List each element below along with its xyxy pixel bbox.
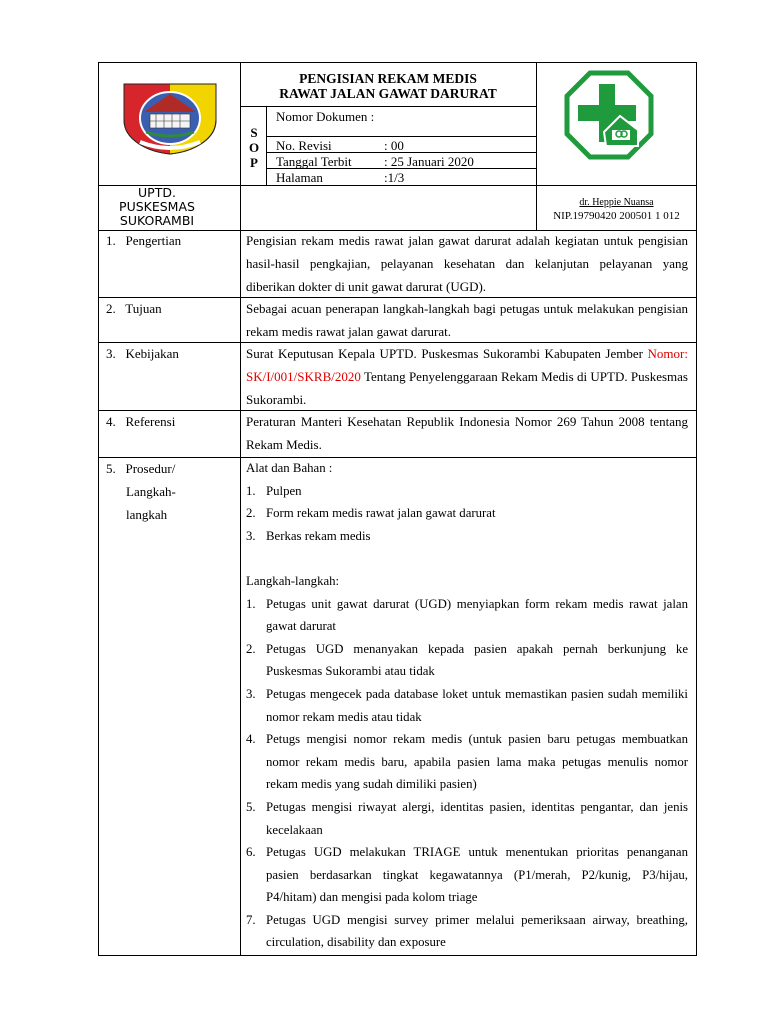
langkah-item [246, 638, 688, 683]
langkah-item-text: Petugas UGD menanyakan kepada pasien apakah pernah berkunjung ke Puskesmas Sukorambi atau tidak [266, 641, 688, 679]
section-text-kebijakan [246, 342, 688, 411]
kebijakan-text-before: Surat Keputusan Kepala UPTD. Puskesmas Sukorambi Kabupaten Jember [246, 346, 648, 361]
section-text-prosedur [246, 457, 688, 954]
alat-item-text: Form rekam medis rawat jalan gawat darurat [266, 506, 496, 521]
langkah-item-text: Petugas UGD melakukan TRIAGE untuk menentukan prioritas penanganan pasien berdasarkan tingkat kegawatannya (P1/merah, P2/kunig, P3/hijau, P4/hitam) dan mengisi pada kolom triage [266, 845, 688, 905]
puskesmas-logo [564, 70, 654, 160]
langkah-item [246, 728, 688, 796]
langkah-item [246, 909, 688, 954]
regency-emblem-logo [120, 76, 220, 156]
langkah-item-text: Petugs mengisi nomor rekam medis (untuk pasien baru petugas membuatkan nomor rekam medis baru, apabila pasien lama maka petugas menulis nomor rekam medis yang sudah dimiliki pasien) [266, 732, 688, 792]
org-name-line3: SUKORAMBI [119, 213, 195, 228]
langkah-item-number: 2. [246, 641, 256, 656]
pengertian-paragraph: Pengisian rekam medis rawat jalan gawat darurat adalah kegiatan untuk pengisian hasil-hasil pengkajian, pelayanan kesehatan dan kelanjutan pelayanan yang diberikan dokter di unit gawat darurat (UGD). [246, 233, 688, 294]
alat-item-text: Pulpen [266, 483, 302, 498]
page-label: Halaman [276, 170, 323, 185]
signer-name: dr. Heppie Nuansa [579, 197, 654, 208]
doc-number-label: Nomor Dokumen : [276, 109, 375, 124]
issue-date-value: : 25 Januari 2020 [384, 154, 474, 169]
kebijakan-decree-number: Nomor: SK/I/001/SKRB/2020 [246, 346, 688, 384]
page-value: :1/3 [384, 170, 405, 185]
org-name-line1: UPTD. [138, 185, 176, 200]
tujuan-paragraph: Sebagai acuan penerapan langkah-langkah bagi petugas untuk melakukan pengisian rekam medis rawat jalan gawat darurat. [246, 301, 688, 339]
sop-letter-p: P [250, 155, 258, 170]
section-label-prosedur-line3: langkah [126, 507, 168, 522]
section-text-referensi [246, 410, 688, 456]
revision-value: : 00 [384, 138, 404, 153]
title-bottom-line [240, 106, 536, 107]
spacer [246, 547, 688, 570]
langkah-item-number: 4. [246, 732, 256, 747]
alat-item [246, 502, 688, 525]
langkah-item-text: Petugas mengecek pada database loket untuk memastikan pasien sudah memiliki nomor rekam medis atau tidak [266, 686, 688, 724]
langkah-item [246, 683, 688, 728]
langkah-item [246, 841, 688, 909]
issue-date-label: Tanggal Terbit [276, 154, 352, 169]
document-title-line2: RAWAT JALAN GAWAT DARURAT [279, 86, 497, 101]
kebijakan-text-after: Tentang Penyelenggaraan Rekam Medis di UPTD. Puskesmas Sukorambi. [246, 369, 688, 407]
langkah-item-number: 1. [246, 596, 256, 611]
langkah-item-number: 5. [246, 799, 256, 814]
alat-item-number: 3. [246, 528, 256, 543]
section-label-referensi: 4. Referensi [106, 414, 176, 429]
alat-item [246, 480, 688, 503]
section-label-prosedur-line2: Langkah- [126, 484, 176, 499]
sop-letter-o: O [248, 140, 260, 155]
docfield-line-1 [266, 136, 536, 137]
langkah-title: Langkah-langkah: [246, 573, 340, 588]
section-label-kebijakan: 3. Kebijakan [106, 346, 179, 361]
sop-letter-s: S [250, 125, 258, 140]
langkah-item-number: 7. [246, 912, 256, 927]
langkah-item-number: 3. [246, 686, 256, 701]
section-label-tujuan: 2. Tujuan [106, 301, 162, 316]
alat-title: Alat dan Bahan : [246, 461, 333, 475]
signer-nip: NIP.19790420 200501 1 012 [553, 210, 680, 222]
alat-item [246, 525, 688, 548]
kebijakan-paragraph [246, 342, 688, 411]
referensi-paragraph: Peraturan Manteri Kesehatan Republik Indonesia Nomor 269 Tahun 2008 tentang Rekam Medis. [246, 414, 688, 452]
table-border-right [696, 62, 697, 956]
langkah-item-text: Petugas mengisi riwayat alergi, identitas pasien, identitas pengantar, dan jenis kecelakaan [266, 799, 688, 837]
alat-item-number: 1. [246, 483, 256, 498]
langkah-item-text: Petugas UGD mengisi survey primer melalui pemeriksaan airway, breathing, circulation, disability dan exposure [266, 912, 688, 950]
section-label-pengertian: 1. Pengertian [106, 233, 182, 248]
alat-item-text: Berkas rekam medis [266, 528, 371, 543]
section-text-pengertian [246, 229, 688, 298]
langkah-item-text: Petugas unit gawat darurat (UGD) menyiapkan form rekam medis rawat jalan gawat darurat [266, 596, 688, 634]
revision-label: No. Revisi [276, 138, 332, 153]
org-name-line2: PUSKESMAS [119, 199, 195, 214]
document-title-line1: PENGISIAN REKAM MEDIS [299, 71, 477, 86]
langkah-item [246, 593, 688, 638]
langkah-item [246, 796, 688, 841]
table-border-top [98, 62, 697, 63]
header-divider-1 [240, 62, 241, 956]
alat-item-number: 2. [246, 506, 256, 521]
section-label-prosedur: 5. Prosedur/ [106, 461, 176, 476]
langkah-item-number: 6. [246, 845, 256, 860]
table-border-bottom [98, 955, 697, 956]
section-text-tujuan [246, 297, 688, 343]
